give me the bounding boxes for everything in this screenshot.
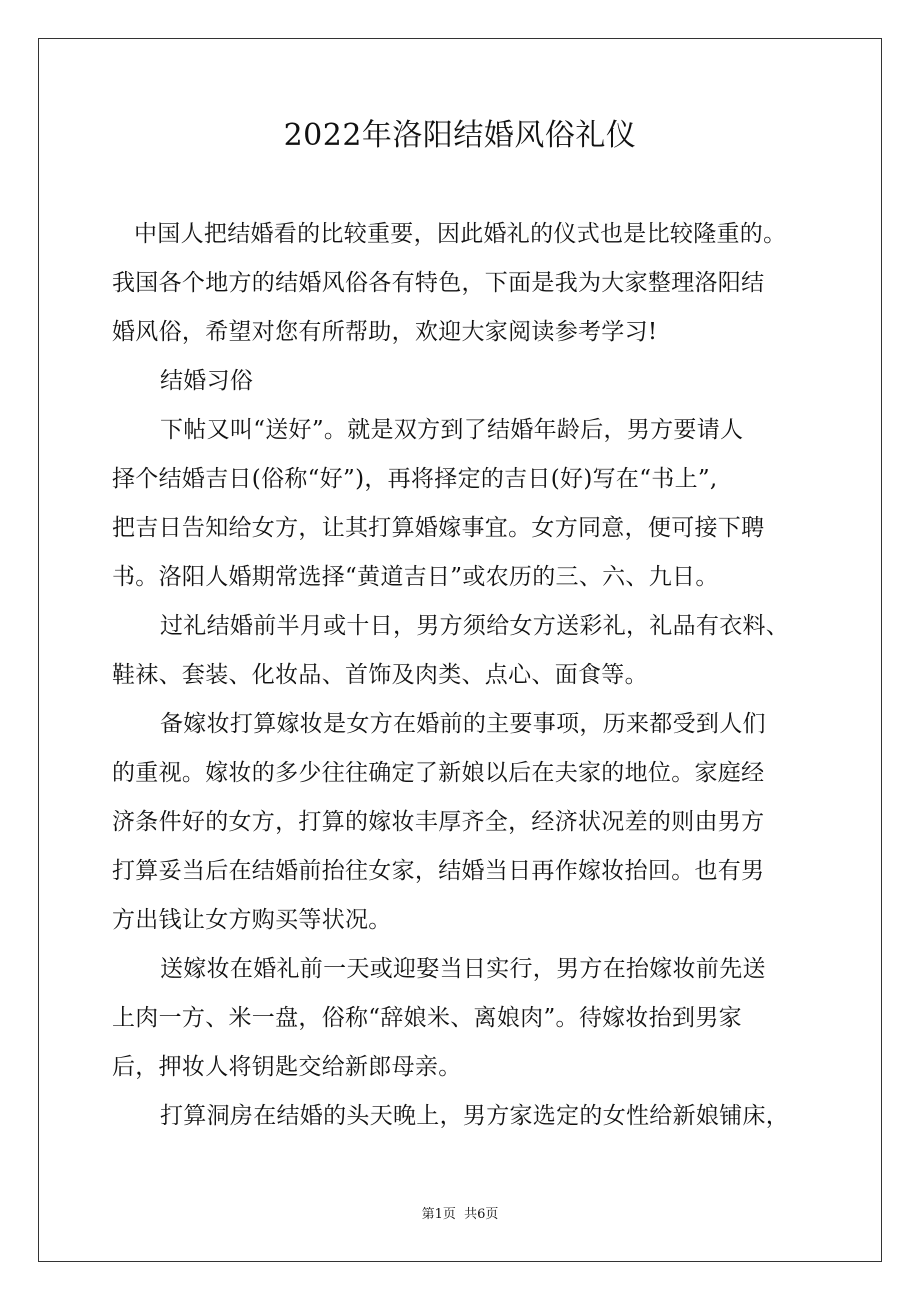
section-heading: 结婚习俗 <box>160 368 254 394</box>
body-line: 的重视。嫁妆的多少往往确定了新娘以后在夫家的地位。家庭经 <box>112 760 765 786</box>
body-line: 下帖又叫“送好”。就是双方到了结婚年龄后，男方要请人 <box>160 417 744 443</box>
body-line: 方出钱让女方购买等状况。 <box>112 907 392 933</box>
body-line: 上肉一方、米一盘，俗称“辞娘米、离娘肉”。待嫁妆抬到男家 <box>112 1005 742 1031</box>
body-line: 济条件好的女方，打算的嫁妆丰厚齐全，经济状况差的则由男方 <box>112 809 765 835</box>
body-line: 送嫁妆在婚礼前一天或迎娶当日实行，男方在抬嫁妆前先送 <box>160 956 766 982</box>
body-line: 我国各个地方的结婚风俗各有特色，下面是我为大家整理洛阳结 <box>112 270 765 296</box>
page-number: 第1页 <box>421 1207 456 1222</box>
body-line: 后，押妆人将钥匙交给新郎母亲。 <box>112 1054 462 1080</box>
body-line: 备嫁妆打算嫁妆是女方在婚前的主要事项，历来都受到人们 <box>160 711 766 737</box>
body-line: 把吉日告知给女方，让其打算婚嫁事宜。女方同意，便可接下聘 <box>112 515 765 541</box>
body-line: 鞋袜、套装、化妆品、首饰及肉类、点心、面食等。 <box>112 662 648 688</box>
body-line: 打算妥当后在结婚前抬往女家，结婚当日再作嫁妆抬回。也有男 <box>112 858 765 884</box>
body-line: 书。洛阳人婚期常选择“黄道吉日”或农历的三、六、九日。 <box>112 564 719 590</box>
body-line: 中国人把结婚看的比较重要，因此婚礼的仪式也是比较隆重的。 <box>134 221 787 247</box>
page-footer <box>0 1205 920 1225</box>
body-line: 打算洞房在结婚的头天晚上，男方家选定的女性给新娘铺床， <box>160 1103 790 1129</box>
body-line: 择个结婚吉日(俗称“好”)，再将择定的吉日(好)写在“书上”, <box>112 466 718 492</box>
document-title: 2022年洛阳结婚风俗礼仪 <box>283 118 637 153</box>
body-line: 过礼结婚前半月或十日，男方须给女方送彩礼，礼品有衣料、 <box>160 613 790 639</box>
page-total: 共6页 <box>464 1207 499 1222</box>
body-line: 婚风俗，希望对您有所帮助，欢迎大家阅读参考学习! <box>112 319 658 345</box>
document-body <box>112 210 832 1141</box>
